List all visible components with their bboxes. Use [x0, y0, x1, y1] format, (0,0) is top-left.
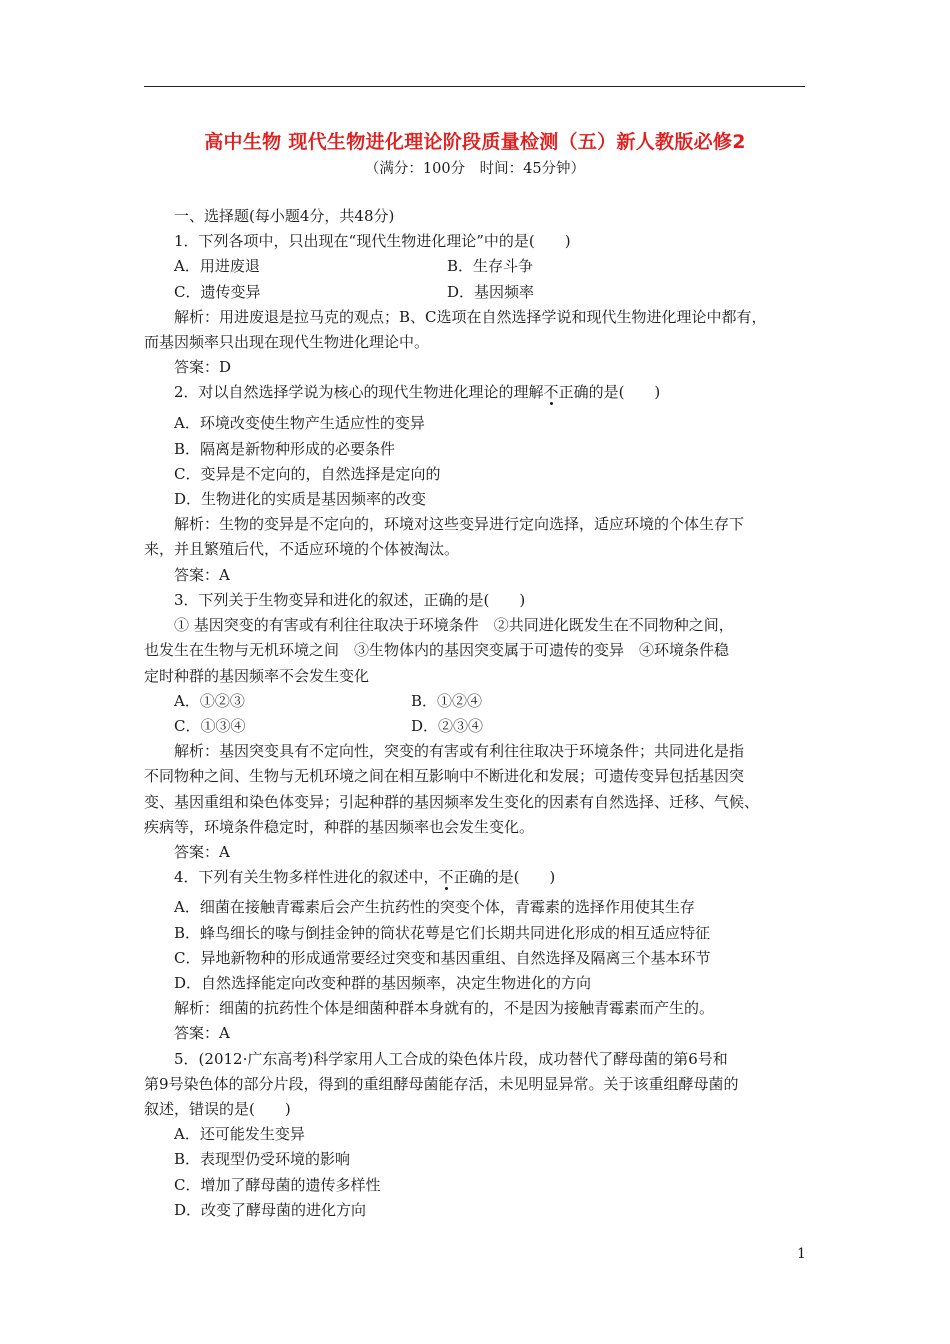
q5-option-d: D．改变了酵母菌的进化方向 [174, 1201, 367, 1219]
q2-explanation-line2: 来，并且繁殖后代，不适应环境的个体被淘汰。 [144, 540, 460, 558]
q5-option-a: A．还可能发生变异 [174, 1125, 305, 1143]
q2-option-d: D．生物进化的实质是基因频率的改变 [174, 490, 427, 508]
q3-option-a: A．①②③ [174, 692, 245, 710]
q2-option-a: A．环境改变使生物产生适应性的变异 [174, 414, 425, 432]
emphasis-dot-char: 不 [438, 868, 454, 886]
q4-stem: 4．下列有关生物多样性进化的叙述中，不正确的是( ) [174, 868, 556, 886]
q3-statement-line1: ① 基因突变的有害或有利往往取决于环境条件 ②共同进化既发生在不同物种之间， [174, 616, 734, 634]
q5-stem-line2: 第9号染色体的部分片段，得到的重组酵母菌能存活，未见明显异常。关于该重组酵母菌的 [144, 1075, 739, 1093]
q4-option-d: D．自然选择能定向改变种群的基因频率，决定生物进化的方向 [174, 974, 592, 992]
q1-answer: 答案：D [174, 358, 232, 376]
q1-option-b: B．生存斗争 [447, 257, 534, 275]
q4-option-b: B．蜂鸟细长的喙与倒挂金钟的筒状花萼是它们长期共同进化形成的相互适应特征 [174, 924, 711, 942]
q4-explanation-line1: 解析：细菌的抗药性个体是细菌种群本身就有的，不是因为接触青霉素而产生的。 [174, 999, 715, 1017]
q3-statement-line3: 定时种群的基因频率不会发生变化 [144, 667, 370, 685]
q4-option-c: C．异地新物种的形成通常要经过突变和基因重组、自然选择及隔离三个基本环节 [174, 949, 711, 967]
q2-answer: 答案：A [174, 566, 230, 584]
q1-stem: 1．下列各项中，只出现在“现代生物进化理论”中的是( ) [174, 232, 571, 250]
section-heading: 一、选择题(每小题4分，共48分) [174, 207, 395, 225]
q5-stem-line3: 叙述，错误的是( ) [144, 1100, 291, 1118]
q3-statement-line2: 也发生在生物与无机环境之间 ③生物体内的基因突变属于可遗传的变异 ④环境条件稳 [144, 641, 730, 659]
q3-stem: 3．下列关于生物变异和进化的叙述，正确的是( ) [174, 591, 526, 609]
q3-explanation-line3: 变、基因重组和染色体变异；引起种群的基因频率发生变化的因素有自然选择、迁移、气候、 [144, 793, 760, 811]
q1-option-a: A．用进废退 [174, 257, 260, 275]
q4-answer: 答案：A [174, 1024, 230, 1042]
q1-option-c: C．遗传变异 [174, 283, 261, 301]
q1-explanation-line1: 解析：用进废退是拉马克的观点；B、C选项在自然选择学说和现代生物进化理论中都有， [174, 308, 767, 326]
q2-option-b: B．隔离是新物种形成的必要条件 [174, 440, 396, 458]
q1-option-d: D．基因频率 [447, 283, 535, 301]
q3-answer: 答案：A [174, 843, 230, 861]
header-rule [144, 86, 805, 87]
q5-option-b: B．表现型仍受环境的影响 [174, 1150, 351, 1168]
q2-explanation-line1: 解析：生物的变异是不定向的，环境对这些变异进行定向选择，适应环境的个体生存下 [174, 515, 745, 533]
q3-option-b: B．①②④ [411, 692, 483, 710]
q5-option-c: C．增加了酵母菌的遗传多样性 [174, 1176, 381, 1194]
q1-explanation-line2: 而基因频率只出现在现代生物进化理论中。 [144, 333, 430, 351]
q2-option-c: C．变异是不定向的，自然选择是定向的 [174, 465, 441, 483]
page-title: 高中生物 现代生物进化理论阶段质量检测（五）新人教版必修2 [204, 131, 746, 153]
q4-option-a: A．细菌在接触青霉素后会产生抗药性的突变个体，青霉素的选择作用使其生存 [174, 898, 695, 916]
q3-explanation-line2: 不同物种之间、生物与无机环境之间在相互影响中不断进化和发展；可遗传变异包括基因突 [144, 767, 745, 785]
q5-stem-line1: 5．(2012·广东高考)科学家用人工合成的染色体片段，成功替代了酵母菌的第6号和 [174, 1050, 728, 1068]
q3-option-d: D．②③④ [411, 717, 484, 735]
page-number: 1 [797, 1246, 806, 1262]
emphasis-dot-char: 不 [543, 383, 559, 401]
q2-stem: 2．对以自然选择学说为核心的现代生物进化理论的理解不正确的是( ) [174, 383, 661, 401]
q3-explanation-line1: 解析：基因突变具有不定向性，突变的有害或有利往往取决于环境条件；共同进化是指 [174, 742, 745, 760]
page-subtitle: （满分：100分 时间：45分钟） [364, 161, 586, 177]
q3-option-c: C．①③④ [174, 717, 246, 735]
q3-explanation-line4: 疾病等，环境条件稳定时，种群的基因频率也会发生变化。 [144, 818, 535, 836]
